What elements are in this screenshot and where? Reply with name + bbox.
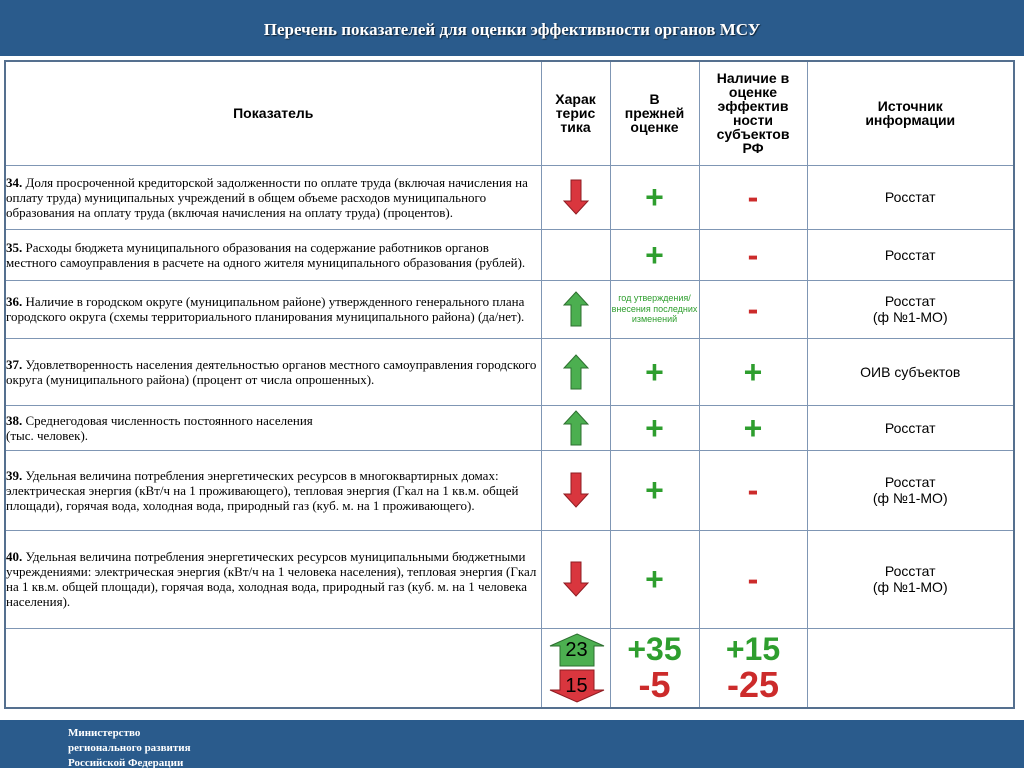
presence-cell bbox=[699, 280, 807, 338]
presence-mark: - bbox=[747, 472, 759, 508]
indicator-text: Доля просроченной кредиторской задолженности по оплате труда (включая начисления на оплату труда) муниципальных учреждений в общем объеме расходов муниципального образования на оплату труда (включая начисления на оплату труда) (процентов). bbox=[6, 174, 528, 220]
arrow-down-icon bbox=[563, 561, 589, 597]
arrow-up-icon bbox=[563, 291, 589, 327]
previous-mark: + bbox=[645, 236, 664, 273]
presence-mark: - bbox=[747, 179, 759, 215]
source-text: Росстат bbox=[884, 419, 936, 436]
indicator-text: Наличие в городском округе (муниципальном районе) утвержденного генерального плана городского округа (схемы территориального планирования муниципального района) (да/нет). bbox=[6, 294, 525, 324]
indicator-cell bbox=[5, 450, 541, 530]
arrow-up-icon bbox=[563, 354, 589, 390]
header-previous: В прежней оценке bbox=[610, 61, 699, 165]
source-cell bbox=[807, 165, 1014, 229]
presence-cell bbox=[699, 405, 807, 450]
trend-cell bbox=[541, 165, 610, 229]
source-cell bbox=[807, 338, 1014, 405]
table-row bbox=[5, 405, 1014, 450]
previous-mark: + bbox=[645, 179, 664, 215]
header-presence: Наличие в оценке эффектив ности субъектов РФ bbox=[699, 61, 807, 165]
presence-mark: - bbox=[747, 561, 759, 597]
down-count: 15 bbox=[565, 674, 588, 697]
indicator-number: 34. bbox=[6, 174, 23, 190]
totals-row bbox=[5, 628, 1014, 708]
header-characteristic: Харак терис тика bbox=[541, 61, 610, 165]
previous-mark: + bbox=[645, 353, 664, 390]
previous-cell bbox=[610, 338, 699, 405]
presence-mark: - bbox=[747, 236, 759, 273]
previous-mark: + bbox=[645, 472, 664, 508]
totals-trend-cell bbox=[541, 628, 610, 708]
indicator-cell bbox=[5, 229, 541, 280]
header-bar bbox=[0, 0, 1024, 56]
totals-empty-cell bbox=[5, 628, 541, 708]
totals-previous-cell bbox=[610, 628, 699, 708]
presence-mark: + bbox=[743, 409, 763, 446]
indicator-number: 37. bbox=[6, 356, 23, 372]
trend-summary bbox=[542, 632, 612, 704]
header-source: Источник информации bbox=[807, 61, 1014, 165]
trend-cell bbox=[541, 530, 610, 628]
indicator-text: Удельная величина потребления энергетических ресурсов муниципальными бюджетными учреждениями: электрическая энергия (кВт/ч на 1 человека населения), тепловая энергия (Гкал на 1 кв.м. общей площади), горячая вода, холодная вода, природный газ (куб. м. на 1 человека населения). bbox=[6, 549, 537, 609]
source-text: ОИВ субъектов bbox=[860, 363, 961, 380]
totals-presence-cell bbox=[699, 628, 807, 708]
indicator-cell bbox=[5, 165, 541, 229]
arrow-up-icon bbox=[563, 410, 589, 446]
source-cell bbox=[807, 530, 1014, 628]
indicator-cell bbox=[5, 405, 541, 450]
previous-cell bbox=[610, 450, 699, 530]
table-row bbox=[5, 165, 1014, 229]
page-title: Перечень показателей для оценки эффективности органов МСУ bbox=[263, 20, 761, 39]
header-indicator: Показатель bbox=[5, 61, 541, 165]
source-cell bbox=[807, 229, 1014, 280]
indicator-text: Удельная величина потребления энергетических ресурсов в многоквартирных домах: электрическая энергия (кВт/ч на 1 проживающего), тепловая энергия (Гкал на 1 кв.м. общей площади), горячая вода, холодная вода, природный газ (куб. м. на 1 проживающего). bbox=[6, 467, 519, 513]
table-row bbox=[5, 229, 1014, 280]
presence-minus-total: -25 bbox=[726, 663, 780, 705]
previous-cell bbox=[610, 229, 699, 280]
trend-cell bbox=[541, 405, 610, 450]
trend-cell bbox=[541, 280, 610, 338]
indicator-number: 36. bbox=[6, 294, 23, 309]
trend-cell bbox=[541, 338, 610, 405]
indicator-cell bbox=[5, 280, 541, 338]
indicator-number: 40. bbox=[6, 549, 23, 564]
presence-cell bbox=[699, 165, 807, 229]
indicator-text: Удовлетворенность населения деятельностью органов местного самоуправления городского округа (муниципального района) (процент от числа опрошенных). bbox=[6, 356, 537, 387]
arrow-down-icon bbox=[563, 472, 589, 508]
previous-cell bbox=[610, 280, 699, 338]
presence-plus-total: +15 bbox=[725, 630, 781, 667]
previous-cell bbox=[610, 165, 699, 229]
totals-source-cell bbox=[807, 628, 1014, 708]
previous-cell bbox=[610, 405, 699, 450]
table-row bbox=[5, 450, 1014, 530]
presence-mark: - bbox=[747, 291, 759, 327]
indicator-number: 39. bbox=[6, 467, 23, 483]
indicator-cell bbox=[5, 530, 541, 628]
table-header-row bbox=[5, 61, 1014, 165]
source-text: Росстат (ф №1-МО) bbox=[872, 474, 948, 506]
source-cell bbox=[807, 280, 1014, 338]
presence-cell bbox=[699, 229, 807, 280]
table-row bbox=[5, 280, 1014, 338]
indicator-text: Среднегодовая численность постоянного населения (тыс. человек). bbox=[6, 412, 313, 443]
presence-cell bbox=[699, 450, 807, 530]
source-cell bbox=[807, 450, 1014, 530]
indicator-number: 35. bbox=[6, 239, 23, 255]
source-text: Росстат bbox=[884, 189, 936, 205]
source-text: Росстат (ф №1-МО) bbox=[872, 293, 948, 325]
trend-cell bbox=[541, 450, 610, 530]
footer-bar bbox=[0, 720, 1024, 768]
previous-note: год утверждения/ внесения последних изменений bbox=[611, 293, 698, 325]
indicator-text: Расходы бюджета муниципального образования на содержание работников органов местного самоуправления в расчете на одного жителя муниципального образования (рублей). bbox=[6, 239, 526, 270]
trend-cell bbox=[541, 229, 610, 280]
table-row bbox=[5, 338, 1014, 405]
previous-plus-total: +35 bbox=[627, 630, 682, 667]
indicators-table bbox=[4, 60, 1015, 709]
source-text: Росстат (ф №1-МО) bbox=[872, 563, 948, 595]
presence-cell bbox=[699, 530, 807, 628]
previous-mark: + bbox=[645, 409, 664, 446]
indicator-number: 38. bbox=[6, 412, 23, 428]
presence-mark: + bbox=[743, 353, 763, 390]
source-text: Росстат bbox=[884, 246, 936, 263]
indicator-cell bbox=[5, 338, 541, 405]
previous-mark: + bbox=[645, 561, 664, 597]
source-cell bbox=[807, 405, 1014, 450]
ministry-name: Министерство регионального развития Российской Федерации bbox=[68, 727, 191, 769]
previous-minus-total: -5 bbox=[638, 663, 671, 705]
up-count: 23 bbox=[565, 638, 588, 661]
presence-cell bbox=[699, 338, 807, 405]
previous-cell bbox=[610, 530, 699, 628]
table-row bbox=[5, 530, 1014, 628]
arrow-down-icon bbox=[563, 179, 589, 215]
